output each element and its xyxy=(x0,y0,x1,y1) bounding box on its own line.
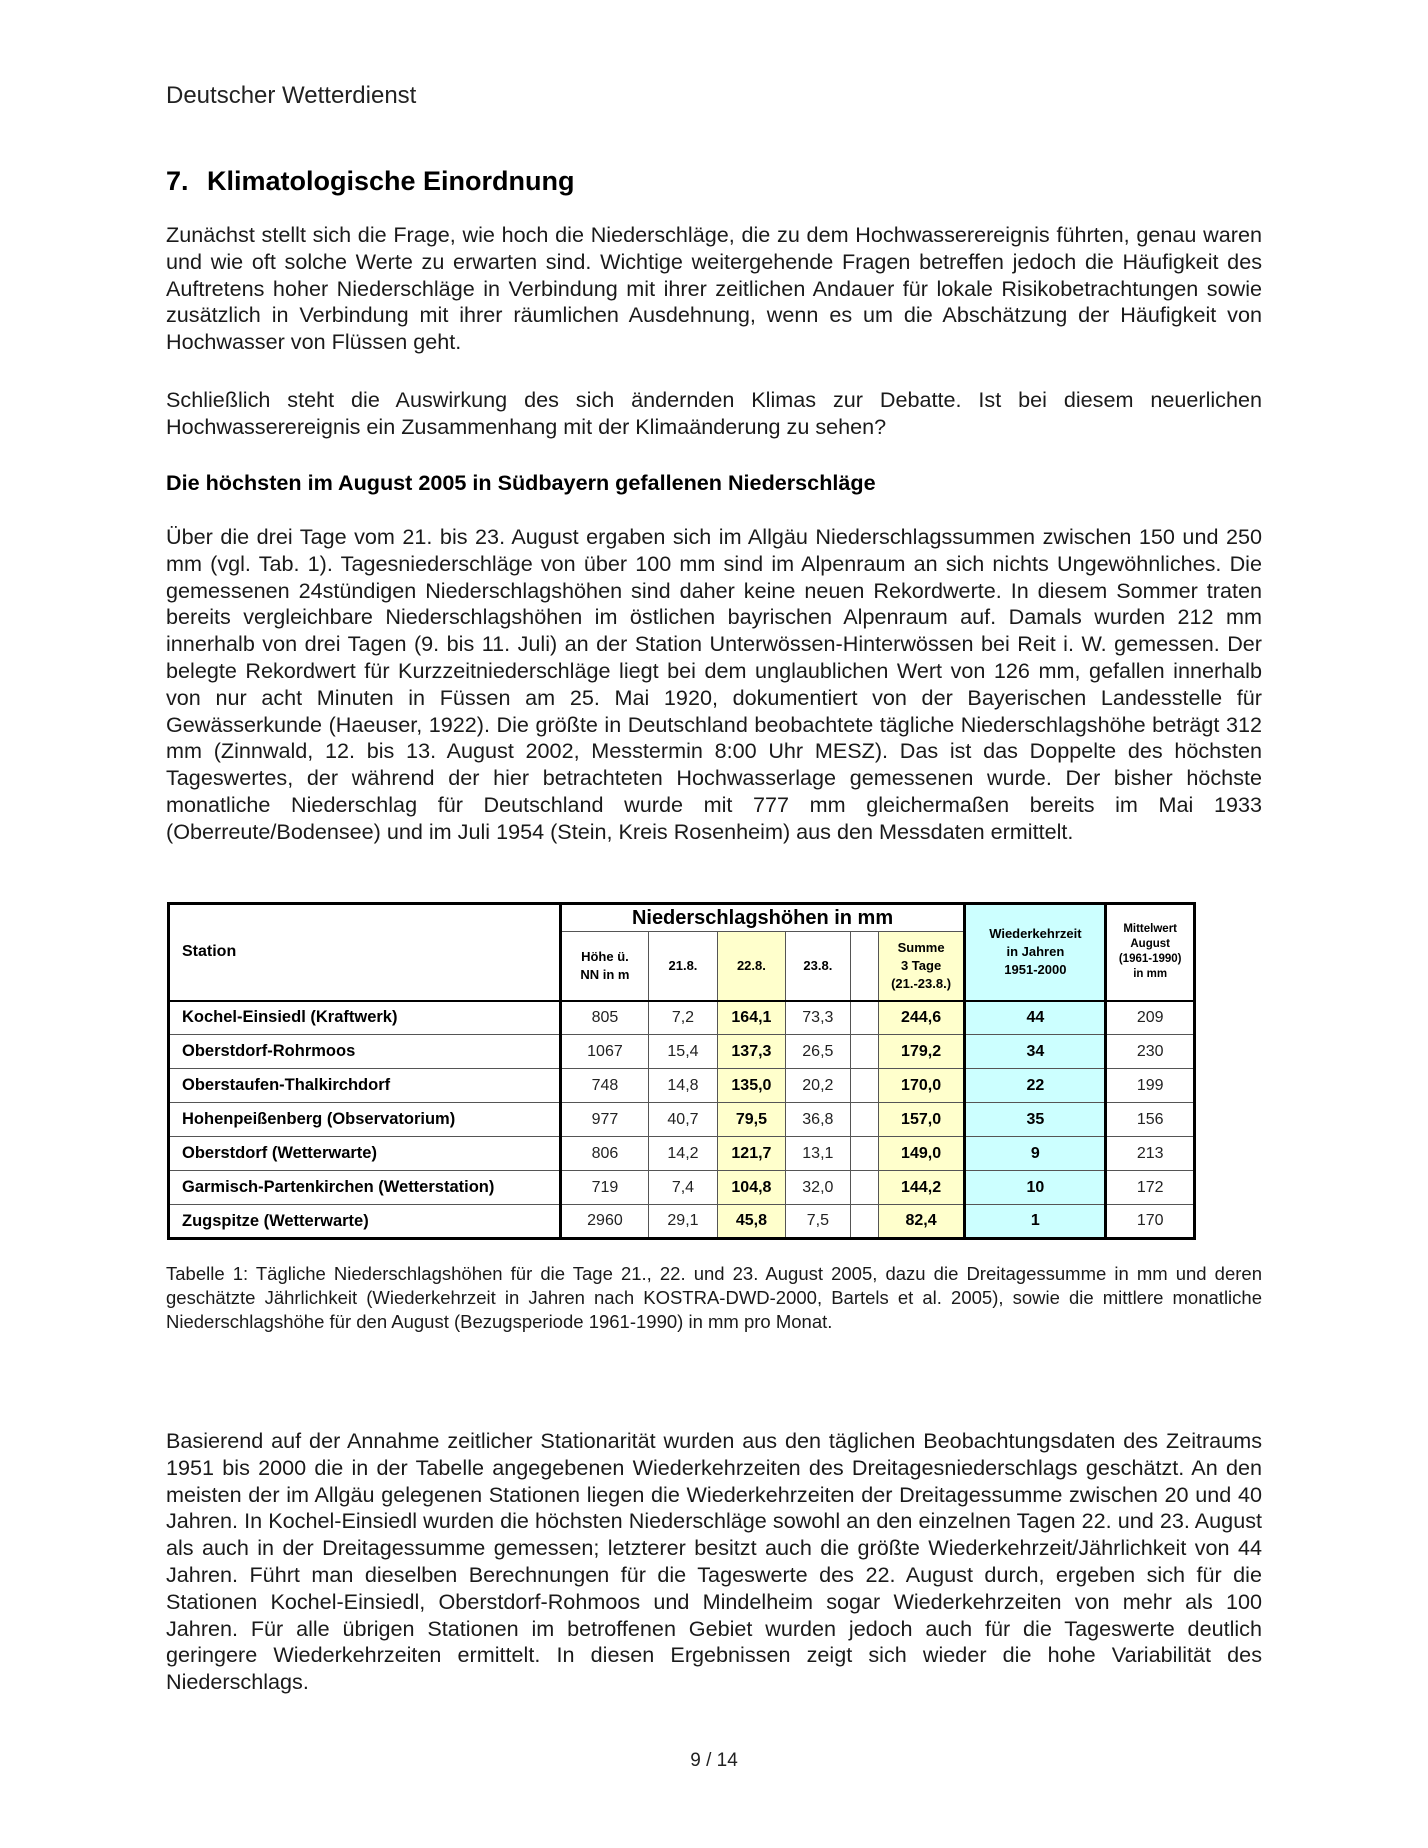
cell-spacer xyxy=(850,1205,878,1239)
cell-august-mean: 230 xyxy=(1106,1035,1195,1069)
cell-station: Zugspitze (Wetterwarte) xyxy=(169,1205,561,1239)
cell-height: 2960 xyxy=(560,1205,649,1239)
cell-day-22: 135,0 xyxy=(717,1069,785,1103)
table-row xyxy=(169,1171,1195,1205)
header-sum-line1: Summe xyxy=(897,939,945,955)
cell-height: 719 xyxy=(560,1171,649,1205)
cell-day-21: 14,8 xyxy=(649,1069,717,1103)
header-mean-line3: (1961-1990) xyxy=(1118,953,1182,966)
cell-day-21: 7,2 xyxy=(649,1001,717,1035)
cell-sum: 149,0 xyxy=(878,1137,965,1171)
cell-height: 748 xyxy=(560,1069,649,1103)
cell-return-period: 1 xyxy=(965,1205,1106,1239)
cell-height: 1067 xyxy=(560,1035,649,1069)
cell-spacer xyxy=(850,1103,878,1137)
cell-day-23: 73,3 xyxy=(786,1001,850,1035)
paragraph-intro: Zunächst stellt sich die Frage, wie hoch die Niederschläge, die zu dem Hochwasserereignis führten, genau waren und wie oft solche Werte zu erwarten sind. Wichtige weitergehende Fragen betreffen jedoch die Häufigkeit des Auftretens hoher Niederschläge in Verbindung mit ihrer zeitlichen Andauer für lokale Risikobetrachtungen sowie zusätzlich in Verbindung mit ihrer räumlichen Ausdehnung, wenn es um die Abschätzung der Häufigkeit von Hochwasser von Flüssen geht. xyxy=(166,222,1262,355)
header-day-22: 22.8. xyxy=(717,932,785,1001)
precipitation-table xyxy=(167,902,1196,1240)
section-number: 7. xyxy=(166,166,189,196)
header-height xyxy=(560,932,649,1001)
cell-august-mean: 156 xyxy=(1106,1103,1195,1137)
header-sum-line3: (21.-23.8.) xyxy=(891,975,952,991)
cell-station: Oberstdorf (Wetterwarte) xyxy=(169,1137,561,1171)
table-row xyxy=(169,1069,1195,1103)
cell-spacer xyxy=(850,1035,878,1069)
cell-day-22: 164,1 xyxy=(717,1001,785,1035)
cell-station: Hohenpeißenberg (Observatorium) xyxy=(169,1103,561,1137)
section-title-text: Klimatologische Einordnung xyxy=(207,166,575,196)
cell-station: Oberstaufen-Thalkirchdorf xyxy=(169,1069,561,1103)
table-caption: Tabelle 1: Tägliche Niederschlagshöhen für die Tage 21., 22. und 23. August 2005, dazu die Dreitagessumme in mm und deren geschätzte Jährlichkeit (Wiederkehrzeit in Jahren nach KOSTRA-DWD-2000, Bartels et al. 2005), sowie die mittlere monatliche Niederschlagshöhe für den August (Bezugsperiode 1961-1990) in mm pro Monat. xyxy=(166,1263,1262,1332)
cell-sum: 244,6 xyxy=(878,1001,965,1035)
header-mean-line1: Mittelwert xyxy=(1123,923,1177,936)
cell-height: 977 xyxy=(560,1103,649,1137)
cell-day-21: 14,2 xyxy=(649,1137,717,1171)
paragraph-conclusion: Basierend auf der Annahme zeitlicher Stationarität wurden aus den täglichen Beobachtungsdaten des Zeitraums 1951 bis 2000 die in der Tabelle angegebenen Wiederkehrzeiten des Dreitagesniederschlags geschätzt. An den meisten der im Allgäu gelegenen Stationen liegen die Wiederkehrzeiten der Dreitagessumme zwischen 20 und 40 Jahren. In Kochel-Einsiedl wurden die höchsten Niederschläge sowohl an den einzelnen Tagen 22. und 23. August als auch in der Dreitagessumme gemessen; letzterer besitzt auch die größte Wiederkehrzeit/Jährlichkeit von 44 Jahren. Führt man dieselben Berechnungen für die Tageswerte des 22. August durch, ergeben sich für die Stationen Kochel-Einsiedl, Oberstdorf-Rohmoos und Mindelheim sogar Wiederkehrzeiten von mehr als 100 Jahren. Für alle übrigen Stationen im betroffenen Gebiet wurden jedoch auch für die Tageswerte deutlich geringere Wiederkehrzeiten ermittelt. In diesen Ergebnissen zeigt sich wieder die hohe Variabilität des Niederschlags. xyxy=(166,1428,1262,1695)
cell-spacer xyxy=(850,1171,878,1205)
cell-day-22: 121,7 xyxy=(717,1137,785,1171)
cell-return-period: 10 xyxy=(965,1171,1106,1205)
header-return-period xyxy=(965,904,1106,1001)
cell-station: Garmisch-Partenkirchen (Wetterstation) xyxy=(169,1171,561,1205)
header-return-line1: Wiederkehrzeit xyxy=(989,926,1082,942)
cell-return-period: 9 xyxy=(965,1137,1106,1171)
cell-height: 805 xyxy=(560,1001,649,1035)
header-sum-3-days xyxy=(878,932,965,1001)
cell-sum: 144,2 xyxy=(878,1171,965,1205)
cell-august-mean: 199 xyxy=(1106,1069,1195,1103)
cell-august-mean: 213 xyxy=(1106,1137,1195,1171)
header-height-line2: NN in m xyxy=(580,966,630,982)
page-number: 9 / 14 xyxy=(690,1750,738,1771)
cell-day-21: 7,4 xyxy=(649,1171,717,1205)
paragraph-details: Über die drei Tage vom 21. bis 23. August ergaben sich im Allgäu Niederschlagssummen zwischen 150 und 250 mm (vgl. Tab. 1). Tagesniederschläge von über 100 mm sind im Alpenraum an sich nichts Ungewöhnliches. Die gemessenen 24stündigen Niederschlagshöhen sind daher keine neuen Rekordwerte. In diesem Sommer traten bereits vergleichbare Niederschlagshöhen im östlichen bayrischen Alpenraum auf. Damals wurden 212 mm innerhalb von drei Tagen (9. bis 11. Juli) an der Station Unterwössen-Hinterwössen bei Reit i. W. gemessen. Der belegte Rekordwert für Kurzzeitniederschläge liegt bei dem unglaublichen Wert von 126 mm, gefallen innerhalb von nur acht Minuten in Füssen am 25. Mai 1920, dokumentiert von der Bayerischen Landesstelle für Gewässerkunde (Haeuser, 1922). Die größte in Deutschland beobachtete tägliche Niederschlagshöhe beträgt 312 mm (Zinnwald, 12. bis 13. August 2002, Messtermin 8:00 Uhr MESZ). Das ist das Doppelte des höchsten Tageswertes, der während der hier betrachteten Hochwasserlage gemessenen wurde. Der bisher höchste monatliche Niederschlag für Deutschland wurde mit 777 mm gleichermaßen bereits im Mai 1933 (Oberreute/Bodensee) und im Juli 1954 (Stein, Kreis Rosenheim) aus den Messdaten ermittelt. xyxy=(166,524,1262,844)
cell-return-period: 44 xyxy=(965,1001,1106,1035)
cell-spacer xyxy=(850,1069,878,1103)
header-group-precipitation: Niederschlagshöhen in mm xyxy=(560,904,965,932)
header-sum-line2: 3 Tage xyxy=(900,957,942,973)
cell-day-23: 32,0 xyxy=(786,1171,850,1205)
header-return-line3: 1951-2000 xyxy=(1004,962,1067,978)
header-return-line2: in Jahren xyxy=(1006,944,1065,960)
cell-sum: 179,2 xyxy=(878,1035,965,1069)
cell-return-period: 22 xyxy=(965,1069,1106,1103)
cell-day-22: 45,8 xyxy=(717,1205,785,1239)
cell-height: 806 xyxy=(560,1137,649,1171)
cell-august-mean: 170 xyxy=(1106,1205,1195,1239)
cell-day-23: 26,5 xyxy=(786,1035,850,1069)
cell-day-22: 137,3 xyxy=(717,1035,785,1069)
header-mean-line2: August xyxy=(1130,938,1170,951)
header-day-21: 21.8. xyxy=(649,932,717,1001)
header-organization: Deutscher Wetterdienst xyxy=(166,82,417,109)
table-row xyxy=(169,1137,1195,1171)
header-august-mean xyxy=(1106,904,1195,1001)
header-station: Station xyxy=(169,904,561,1001)
table-row xyxy=(169,1103,1195,1137)
table-row xyxy=(169,1035,1195,1069)
cell-day-23: 7,5 xyxy=(786,1205,850,1239)
header-spacer xyxy=(850,932,878,1001)
header-height-line1: Höhe ü. xyxy=(581,948,629,964)
cell-day-23: 36,8 xyxy=(786,1103,850,1137)
cell-august-mean: 209 xyxy=(1106,1001,1195,1035)
header-mean-line4: in mm xyxy=(1133,968,1168,981)
cell-spacer xyxy=(850,1137,878,1171)
cell-station: Oberstdorf-Rohrmoos xyxy=(169,1035,561,1069)
cell-day-21: 29,1 xyxy=(649,1205,717,1239)
header-day-23: 23.8. xyxy=(786,932,850,1001)
cell-return-period: 34 xyxy=(965,1035,1106,1069)
cell-return-period: 35 xyxy=(965,1103,1106,1137)
cell-day-22: 79,5 xyxy=(717,1103,785,1137)
subheading: Die höchsten im August 2005 in Südbayern gefallenen Niederschläge xyxy=(166,470,876,495)
cell-sum: 82,4 xyxy=(878,1205,965,1239)
paragraph-climate: Schließlich steht die Auswirkung des sich ändernden Klimas zur Debatte. Ist bei diesem neuerlichen Hochwasserereignis ein Zusammenhang mit der Klimaänderung zu sehen? xyxy=(166,387,1262,439)
section-title xyxy=(166,166,575,197)
cell-sum: 170,0 xyxy=(878,1069,965,1103)
table-row xyxy=(169,1001,1195,1035)
cell-sum: 157,0 xyxy=(878,1103,965,1137)
table-body xyxy=(169,1001,1195,1239)
table-header-row-1 xyxy=(169,904,1195,932)
cell-spacer xyxy=(850,1001,878,1035)
cell-day-23: 20,2 xyxy=(786,1069,850,1103)
cell-day-21: 15,4 xyxy=(649,1035,717,1069)
cell-day-22: 104,8 xyxy=(717,1171,785,1205)
table-row xyxy=(169,1205,1195,1239)
cell-station: Kochel-Einsiedl (Kraftwerk) xyxy=(169,1001,561,1035)
cell-august-mean: 172 xyxy=(1106,1171,1195,1205)
cell-day-21: 40,7 xyxy=(649,1103,717,1137)
cell-day-23: 13,1 xyxy=(786,1137,850,1171)
